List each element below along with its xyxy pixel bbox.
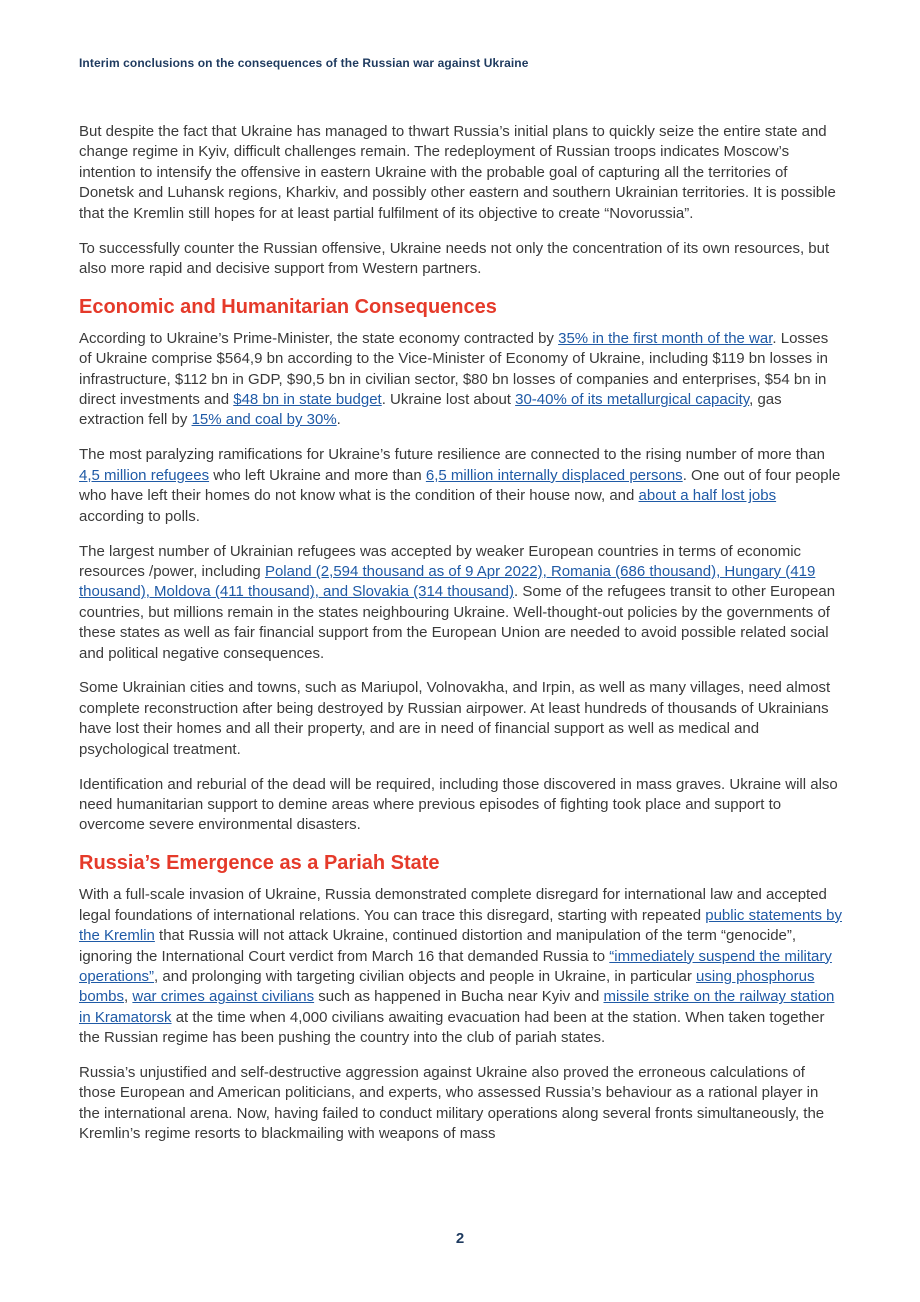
link-host-countries[interactable]: Poland (2,594 thousand as of 9 Apr 2022), Romania (686 thousand), Hungary (419 thousand), Moldova (411 thousand), and Slovakia (314 thousand) <box>79 562 816 601</box>
document-body <box>79 122 843 1159</box>
link-displaced-persons[interactable]: 6,5 million internally displaced persons <box>425 466 683 484</box>
text-run: . Losses of Ukraine comprise $564,9 bn according to the Vice-Minister of Economy of Ukraine, including $119 bn losses in infrastructure, $112 bn in GDP, $90,5 bn in civilian sector, $80 bn losses of companies and enterprises, $54 bn in direct investments and <box>79 329 829 409</box>
link-kramatorsk-strike[interactable]: missile strike on the railway station in Kramatorsk <box>79 988 835 1026</box>
paragraph-reconstruction: Some Ukrainian cities and towns, such as Mariupol, Volnovakha, and Irpin, as well as many villages, need almost complete reconstruction after being destroyed by Russian airpower. At least hundreds of thousands of Ukrainians have lost their homes and all their property, and are in need of financial support as well as medical and psychological treatment. <box>79 679 831 758</box>
link-suspend-operations[interactable]: “immediately suspend the military operations” <box>79 947 832 985</box>
paragraph-disregard <box>79 885 843 1048</box>
text-run: . One out of four people who have left their homes do not know what is the condition of their house now, and <box>79 466 841 505</box>
page-number: 2 <box>455 1230 465 1247</box>
text-run: With a full-scale invasion of Ukraine, Russia demonstrated complete disregard for international law and accepted legal foundations of international relations. You can trace this disregard, starting with repeated <box>79 886 827 924</box>
text-run: . Ukraine lost about <box>381 391 516 409</box>
section-heading-economic: Economic and Humanitarian Consequences <box>79 295 497 318</box>
paragraph-support: To successfully counter the Russian offensive, Ukraine needs not only the concentration of its own resources, but also more rapid and decisive support from Western partners. <box>79 239 830 277</box>
link-refugees[interactable]: 4,5 million refugees <box>79 466 210 484</box>
text-run: . Some of the refugees transit to other European countries, but millions remain in the states neighbouring Ukraine. Well-thought-out policies by the governments of these states as well as fair financial support from the European Union are needed to avoid possible related social and political negative consequences. <box>79 583 836 662</box>
paragraph-demining: Identification and reburial of the dead will be required, including those discovered in mass graves. Ukraine will also need humanitarian support to demine areas where previous episodes of fighting took place and support to overcome severe environmental disasters. <box>79 775 838 834</box>
text-run: According to Ukraine’s Prime-Minister, the state economy contracted by <box>79 329 559 347</box>
text-run: . <box>336 411 341 429</box>
text-run: that Russia will not attack Ukraine, continued distortion and manipulation of the term “genocide”, ignoring the International Court verdict from March 16 that demanded Russia to <box>79 927 797 965</box>
link-metallurgical-capacity[interactable]: 30-40% of its metallurgical capacity <box>515 391 750 409</box>
link-lost-jobs[interactable]: about a half lost jobs <box>638 487 777 505</box>
link-state-budget[interactable]: $48 bn in state budget <box>233 391 382 409</box>
text-run: , gas extraction fell by <box>79 391 782 429</box>
text-run: who left Ukraine and more than <box>209 466 426 484</box>
link-economy-contraction[interactable]: 35% in the first month of the war <box>558 329 773 347</box>
link-gas-coal[interactable]: 15% and coal by 30% <box>191 411 337 429</box>
text-run: The largest number of Ukrainian refugees was accepted by weaker European countries in terms of economic resources /power, including <box>79 542 802 580</box>
paragraph-refugees <box>79 445 843 527</box>
link-war-crimes[interactable]: war crimes against civilians <box>132 988 315 1006</box>
text-run: , <box>124 988 133 1006</box>
paragraph-aggression: Russia’s unjustified and self-destructive aggression against Ukraine also proved the erroneous calculations of those European and American politicians, and experts, who assessed Russia’s behaviour as a rational player in the international arena. Now, having failed to conduct military operations along several fronts simultaneously, the Kremlin’s regime resorts to blackmailing with weapons of mass <box>79 1064 825 1143</box>
text-run: such as happened in Bucha near Kyiv and <box>314 988 604 1006</box>
running-header: Interim conclusions on the consequences of the Russian war against Ukraine <box>79 56 529 70</box>
paragraph-economy <box>79 329 843 431</box>
text-run: according to polls. <box>79 507 200 525</box>
text-run: The most paralyzing ramifications for Ukraine’s future resilience are connected to the rising number of more than <box>79 446 825 464</box>
paragraph-intro: But despite the fact that Ukraine has managed to thwart Russia’s initial plans to quickly seize the entire state and change regime in Kyiv, difficult challenges remain. The redeployment of Russian troops indicates Moscow’s intention to intensify the offensive in eastern Ukraine with the probable goal of capturing all the territories of Donetsk and Luhansk regions, Kharkiv, and possibly other eastern and southern Ukrainian territories. It is possible that the Kremlin still hopes for at least partial fulfilment of its objective to create “Novorussia”. <box>79 123 836 222</box>
link-phosphorus-bombs[interactable]: using phosphorus bombs <box>79 967 815 1006</box>
text-run: at the time when 4,000 civilians awaiting evacuation had been at the station. When taken together the Russian regime has been pushing the country into the club of pariah states. <box>79 1008 825 1047</box>
text-run: , and prolonging with targeting civilian objects and people in Ukraine, in particular <box>154 967 697 985</box>
section-heading-pariah: Russia’s Emergence as a Pariah State <box>79 852 440 875</box>
link-kremlin-statements[interactable]: public statements by the Kremlin <box>79 906 842 945</box>
paragraph-host-countries <box>79 542 843 664</box>
